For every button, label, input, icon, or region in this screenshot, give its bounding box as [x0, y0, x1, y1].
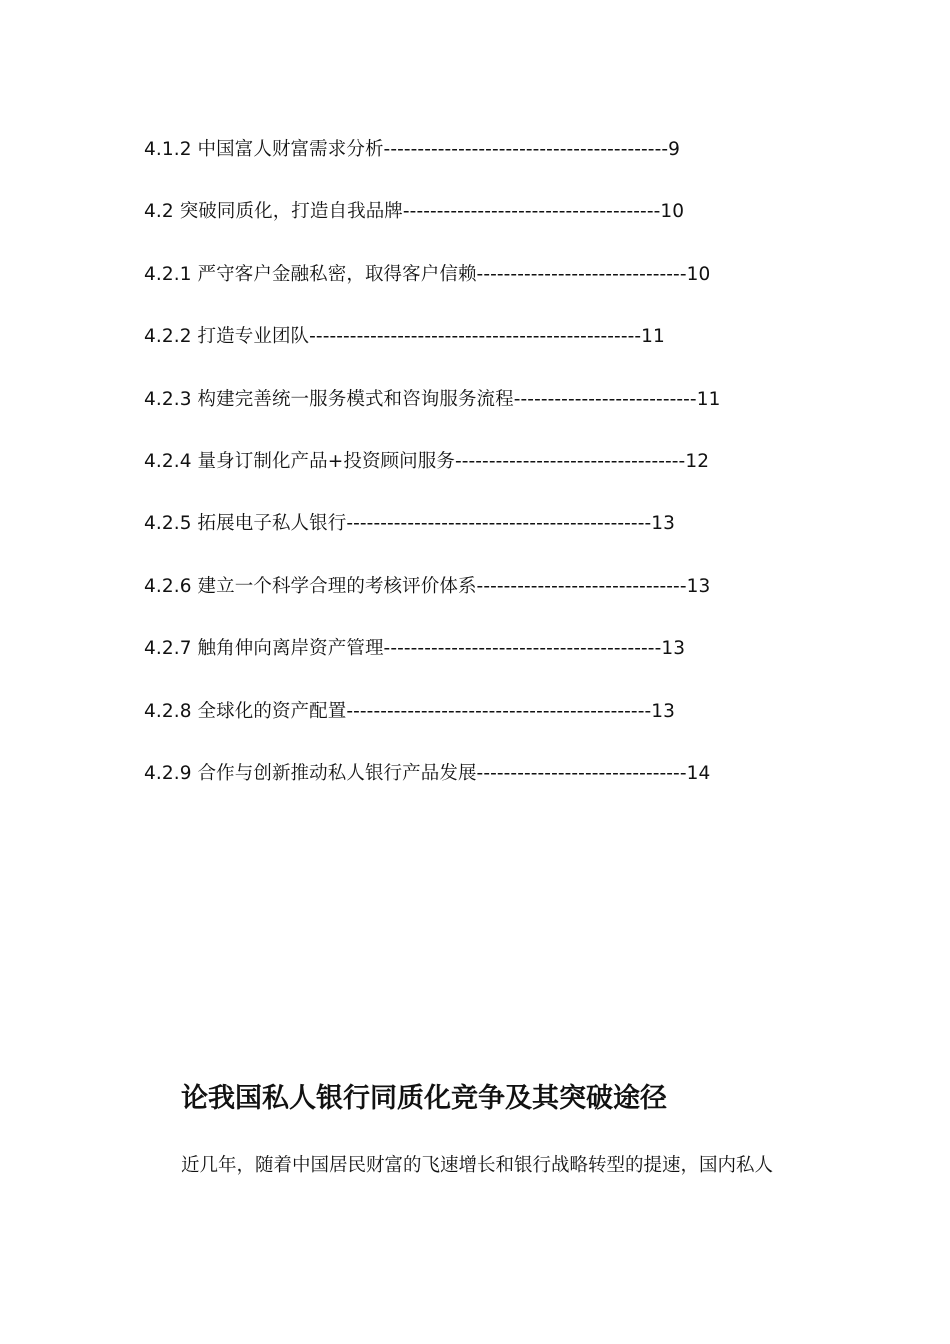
toc-entry-4-2-6: 4.2.6 建立一个科学合理的考核评价体系-------------------------------13 — [144, 575, 711, 597]
toc-entry-4-2-9: 4.2.9 合作与创新推动私人银行产品发展-------------------------------14 — [144, 762, 711, 784]
toc-entry-4-2-7: 4.2.7 触角伸向离岸资产管理-----------------------------------------13 — [144, 638, 686, 660]
table-of-contents — [144, 137, 844, 823]
toc-entry-4-2-1: 4.2.1 严守客户金融私密，取得客户信赖-------------------------------10 — [144, 263, 711, 285]
toc-entry-4-1-2: 4.1.2 中国富人财富需求分析------------------------------------------9 — [144, 139, 680, 160]
article-title: 论我国私人银行同质化竞争及其突破途径 — [181, 1083, 667, 1114]
toc-entry-4-2-5: 4.2.5 拓展电子私人银行---------------------------------------------13 — [144, 513, 675, 535]
toc-entry-4-2-3: 4.2.3 构建完善统一服务模式和咨询服务流程---------------------------11 — [144, 388, 721, 410]
toc-entry-4-2: 4.2 突破同质化，打造自我品牌--------------------------------------10 — [144, 201, 685, 223]
toc-entry-4-2-4: 4.2.4 量身订制化产品+投资顾问服务----------------------------------12 — [144, 450, 710, 472]
toc-entry-4-2-8: 4.2.8 全球化的资产配置---------------------------------------------13 — [144, 700, 675, 722]
article-first-paragraph: 近几年，随着中国居民财富的飞速增长和银行战略转型的提速，国内私人 — [181, 1155, 774, 1176]
toc-entry-4-2-2: 4.2.2 打造专业团队-------------------------------------------------11 — [144, 326, 665, 348]
